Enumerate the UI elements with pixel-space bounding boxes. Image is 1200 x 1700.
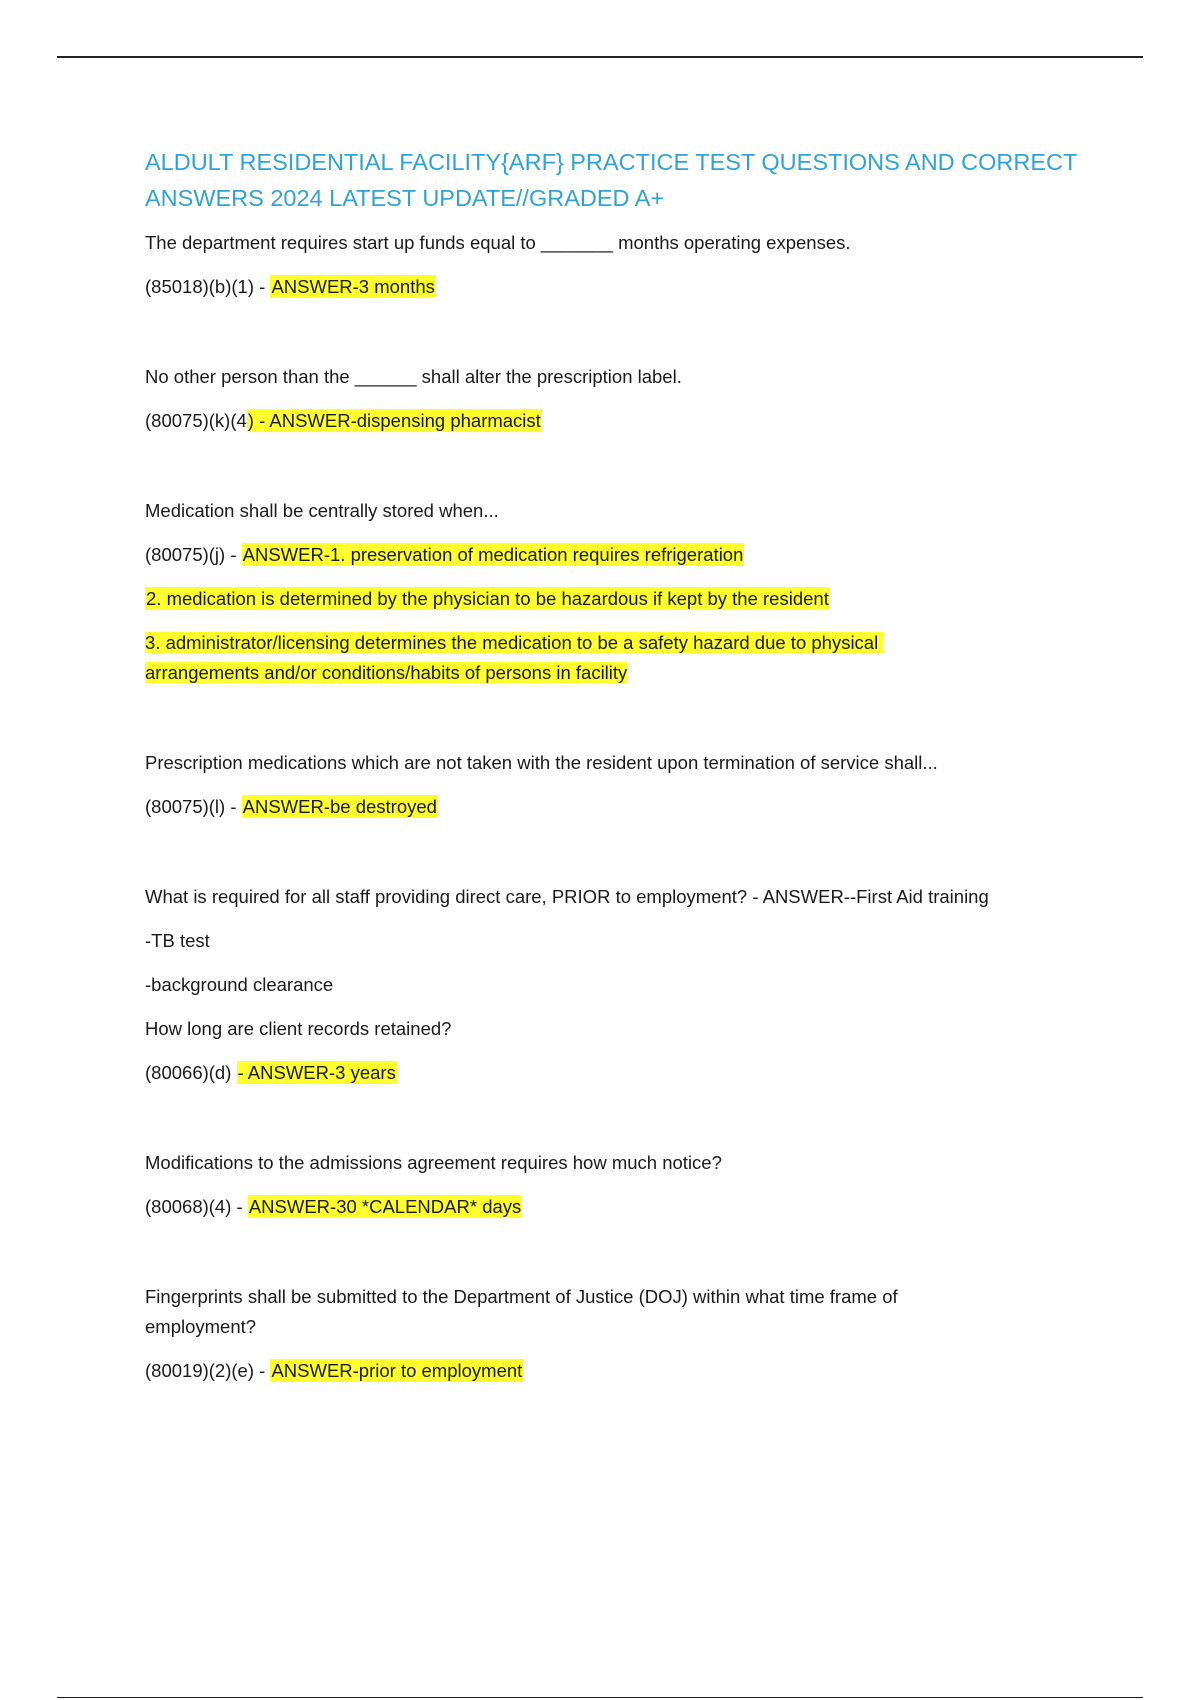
answer-8-line (145, 1356, 1095, 1386)
question-6: How long are client records retained? (145, 1018, 452, 1039)
answer-7-highlight: ANSWER-30 *CALENDAR* days (248, 1196, 522, 1217)
answer-4-line (145, 792, 1095, 822)
answer-4-ref: (80075)(l) - (145, 796, 242, 817)
answer-3-highlight-1: ANSWER-1. preservation of medication requires refrigeration (242, 544, 744, 565)
answer-3-line-2 (145, 584, 1095, 614)
answer-5-item-2: -TB test (145, 930, 210, 951)
answer-6-line (145, 1058, 1095, 1088)
answer-3-highlight-2: 2. medication is determined by the physician to be hazardous if kept by the resident (146, 588, 829, 609)
answer-3-ref: (80075)(j) - (145, 544, 242, 565)
answer-5-item-3: -background clearance (145, 974, 334, 995)
answer-2-highlight: ) - ANSWER-dispensing pharmacist (247, 410, 541, 431)
question-3: Medication shall be centrally stored when... (145, 500, 499, 521)
answer-1-highlight: ANSWER-3 months (271, 276, 435, 297)
question-2: No other person than the ______ shall alter the prescription label. (145, 366, 682, 387)
question-7: Modifications to the admissions agreement requires how much notice? (145, 1152, 722, 1173)
question-4: Prescription medications which are not taken with the resident upon termination of service shall... (145, 752, 938, 773)
answer-8-ref: (80019)(2)(e) - (145, 1360, 271, 1381)
document-title: ALDULT RESIDENTIAL FACILITY{ARF} PRACTICE TEST QUESTIONS AND CORRECT ANSWERS 2024 LATEST UPDATE//GRADED A+ (145, 149, 1077, 211)
answer-2-ref: (80075)(k)(4 (145, 410, 247, 431)
spacer (145, 702, 1095, 748)
question-8: Fingerprints shall be submitted to the Department of Justice (DOJ) within what time frame of employment? (145, 1286, 903, 1337)
answer-2-line (145, 406, 1095, 436)
spacer (145, 836, 1095, 882)
question-5: What is required for all staff providing direct care, PRIOR to employment? - ANSWER--First Aid training (145, 886, 989, 907)
spacer (145, 316, 1095, 362)
answer-6-ref: (80066)(d) (145, 1062, 237, 1083)
answer-1-ref: (85018)(b)(1) - (145, 276, 271, 297)
answer-1-line (145, 272, 1095, 302)
answer-6-highlight: - ANSWER-3 years (237, 1062, 396, 1083)
footer-rule (57, 1697, 1143, 1698)
answer-8-highlight: ANSWER-prior to employment (271, 1360, 523, 1381)
document-body (145, 144, 1095, 1400)
answer-3-line-3 (145, 628, 965, 688)
answer-3-line-1 (145, 540, 1095, 570)
spacer (145, 450, 1095, 496)
answer-7-line (145, 1192, 1095, 1222)
question-1: The department requires start up funds equal to _______ months operating expenses. (145, 232, 851, 253)
spacer (145, 1236, 1095, 1282)
header-rule (57, 56, 1143, 58)
answer-4-highlight: ANSWER-be destroyed (242, 796, 437, 817)
answer-7-ref: (80068)(4) - (145, 1196, 248, 1217)
answer-3-highlight-3: 3. administrator/licensing determines the medication to be a safety hazard due to physical arrangements and/or conditions/habits of persons in facility (145, 632, 884, 683)
spacer (145, 1102, 1095, 1148)
